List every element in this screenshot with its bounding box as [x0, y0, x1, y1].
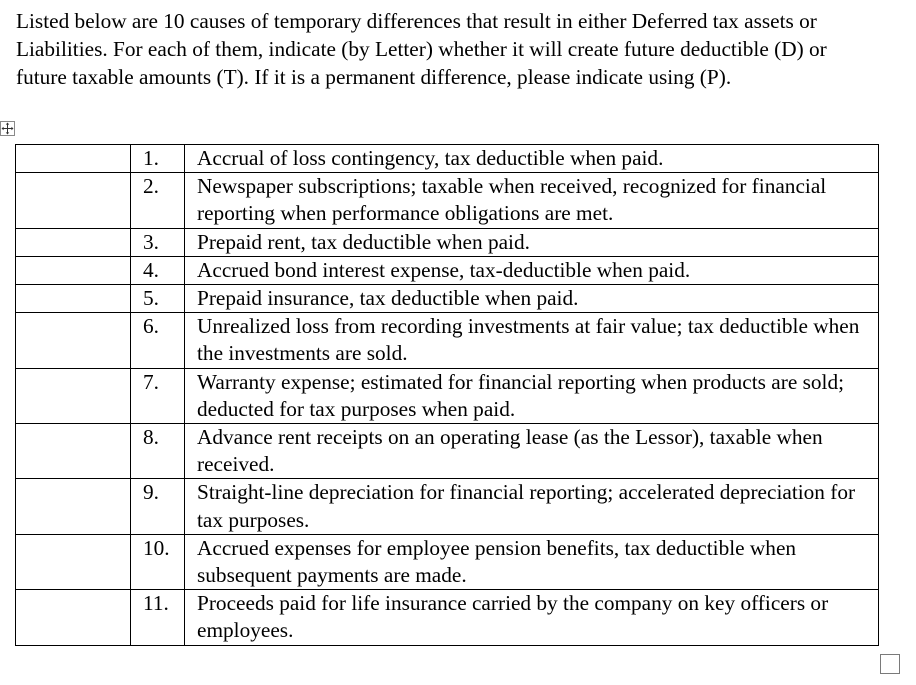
table-row [16, 590, 879, 645]
item-number: 8. [131, 424, 185, 479]
item-description: Warranty expense; estimated for financial reporting when products are sold; deducted for tax purposes when paid. [185, 368, 879, 423]
table-row [16, 479, 879, 534]
item-number: 11. [131, 590, 185, 645]
answer-cell[interactable] [16, 368, 131, 423]
answer-cell[interactable] [16, 534, 131, 589]
item-number: 4. [131, 256, 185, 284]
item-description: Accrual of loss contingency, tax deductible when paid. [185, 145, 879, 173]
item-number: 1. [131, 145, 185, 173]
table-row [16, 368, 879, 423]
item-description: Prepaid rent, tax deductible when paid. [185, 228, 879, 256]
answer-cell[interactable] [16, 424, 131, 479]
table-row [16, 173, 879, 228]
item-description: Accrued expenses for employee pension benefits, tax deductible when subsequent payments are made. [185, 534, 879, 589]
answer-cell[interactable] [16, 228, 131, 256]
answer-cell[interactable] [16, 173, 131, 228]
item-number: 7. [131, 368, 185, 423]
answer-cell[interactable] [16, 145, 131, 173]
table-move-handle[interactable] [0, 121, 15, 136]
table-row [16, 424, 879, 479]
item-description: Unrealized loss from recording investments at fair value; tax deductible when the investments are sold. [185, 313, 879, 368]
table-resize-handle[interactable] [880, 654, 900, 674]
answer-cell[interactable] [16, 285, 131, 313]
answer-cell[interactable] [16, 313, 131, 368]
temporary-differences-table [15, 144, 879, 646]
table-row [16, 256, 879, 284]
answer-cell[interactable] [16, 256, 131, 284]
item-number: 5. [131, 285, 185, 313]
item-description: Proceeds paid for life insurance carried by the company on key officers or employees. [185, 590, 879, 645]
table-row [16, 313, 879, 368]
item-number: 3. [131, 228, 185, 256]
table-row [16, 145, 879, 173]
item-description: Advance rent receipts on an operating lease (as the Lessor), taxable when received. [185, 424, 879, 479]
item-description: Accrued bond interest expense, tax-deductible when paid. [185, 256, 879, 284]
table-row [16, 285, 879, 313]
answer-cell[interactable] [16, 590, 131, 645]
item-number: 6. [131, 313, 185, 368]
item-description: Straight-line depreciation for financial reporting; accelerated depreciation for tax purposes. [185, 479, 879, 534]
table-row [16, 228, 879, 256]
item-description: Prepaid insurance, tax deductible when paid. [185, 285, 879, 313]
instructions-paragraph: Listed below are 10 causes of temporary differences that result in either Deferred tax assets or Liabilities. For each of them, indicate (by Letter) whether it will create future deductible (D) or future taxable amounts (T). If it is a permanent difference, please indicate using (P). [16, 9, 827, 90]
answer-cell[interactable] [16, 479, 131, 534]
item-number: 2. [131, 173, 185, 228]
item-number: 9. [131, 479, 185, 534]
item-number: 10. [131, 534, 185, 589]
item-description: Newspaper subscriptions; taxable when received, recognized for financial reporting when performance obligations are met. [185, 173, 879, 228]
table-row [16, 534, 879, 589]
move-arrows-icon [1, 122, 14, 135]
